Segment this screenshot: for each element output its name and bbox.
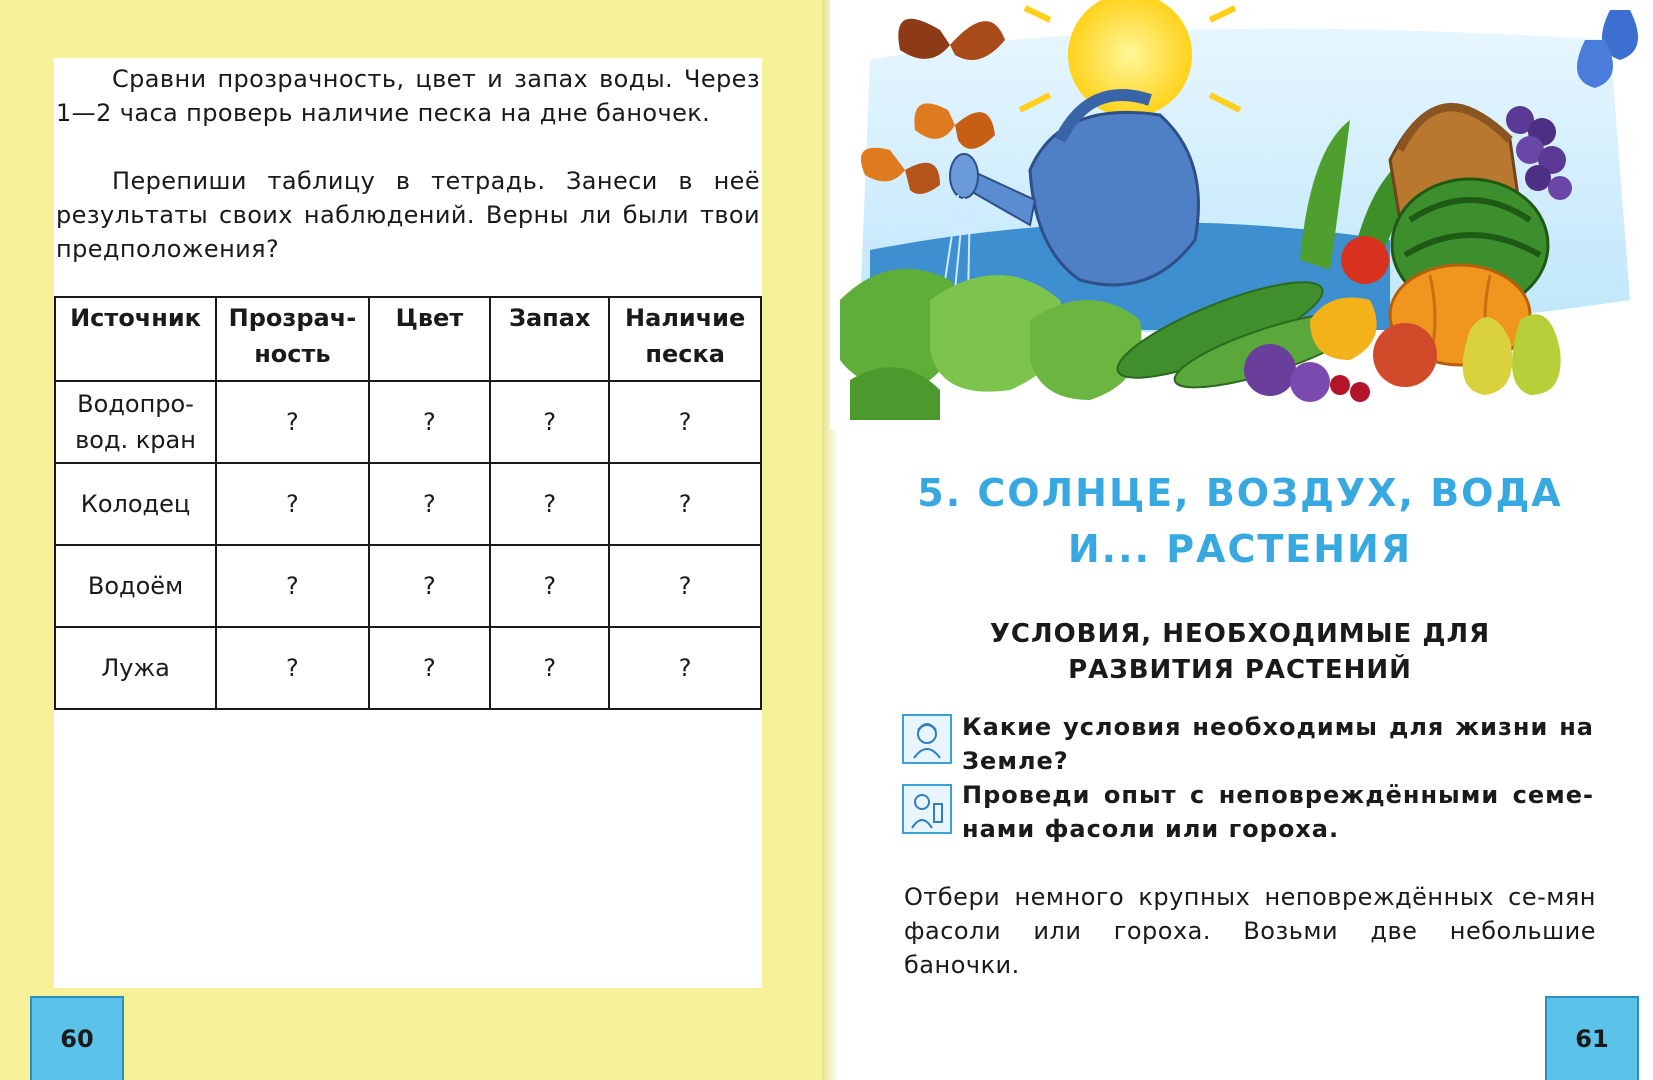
body-paragraph: Отбери немного крупных неповреждённых се-мян фасоли или гороха. Возьми две небольшие баночки.	[904, 883, 1596, 979]
table-cell: ?	[609, 627, 761, 709]
chapter-title	[900, 465, 1580, 577]
instruction-paragraph-1: Сравни прозрачность, цвет и запах воды. Через 1—2 часа проверь наличие песка на дне баночек.	[56, 65, 760, 127]
page-number-left: 60	[30, 996, 124, 1080]
table-cell: ?	[369, 463, 490, 545]
table-cell: ?	[609, 545, 761, 627]
table-cell: ?	[490, 545, 609, 627]
table-cell: ?	[609, 381, 761, 463]
table-cell: ?	[216, 463, 369, 545]
chapter-title-line2: И... РАСТЕНИЯ	[1067, 527, 1413, 571]
table-header-row	[55, 297, 761, 381]
header-transparency: Прозрач- ность	[216, 297, 369, 381]
header-source: Источник	[55, 297, 216, 381]
table-cell: ?	[490, 381, 609, 463]
table-cell: ?	[609, 463, 761, 545]
row-source: Водопро- вод. кран	[55, 381, 216, 463]
table-cell: ?	[490, 463, 609, 545]
table-row	[55, 627, 761, 709]
nature-illustration	[830, 0, 1653, 430]
table-cell: ?	[369, 627, 490, 709]
table-row	[55, 463, 761, 545]
question-1: Какие условия необходимы для жизни на Земле?	[962, 713, 1594, 775]
header-smell: Запах	[490, 297, 609, 381]
observation-table	[54, 296, 762, 710]
think-icon	[902, 714, 952, 764]
table-row	[55, 545, 761, 627]
row-source: Водоём	[55, 545, 216, 627]
row-source: Лужа	[55, 627, 216, 709]
section-title: УСЛОВИЯ, НЕОБХОДИМЫЕ ДЛЯ РАЗВИТИЯ РАСТЕНИЙ	[989, 619, 1491, 685]
header-sand: Наличие песка	[609, 297, 761, 381]
table-row	[55, 381, 761, 463]
table-cell: ?	[369, 381, 490, 463]
table-cell: ?	[490, 627, 609, 709]
table-cell: ?	[216, 545, 369, 627]
chapter-title-line1: 5. СОЛНЦЕ, ВОЗДУХ, ВОДА	[917, 471, 1563, 515]
experiment-icon	[902, 784, 952, 834]
table-cell: ?	[369, 545, 490, 627]
instruction-paragraph-2: Перепиши таблицу в тетрадь. Занеси в неё результаты своих наблюдений. Верны ли были твои предположения?	[56, 167, 760, 263]
table-cell: ?	[216, 627, 369, 709]
page-number-right: 61	[1545, 996, 1639, 1080]
row-source: Колодец	[55, 463, 216, 545]
table-cell: ?	[216, 381, 369, 463]
header-color: Цвет	[369, 297, 490, 381]
question-2: Проведи опыт с неповреждёнными семе-нами фасоли или гороха.	[962, 781, 1594, 843]
